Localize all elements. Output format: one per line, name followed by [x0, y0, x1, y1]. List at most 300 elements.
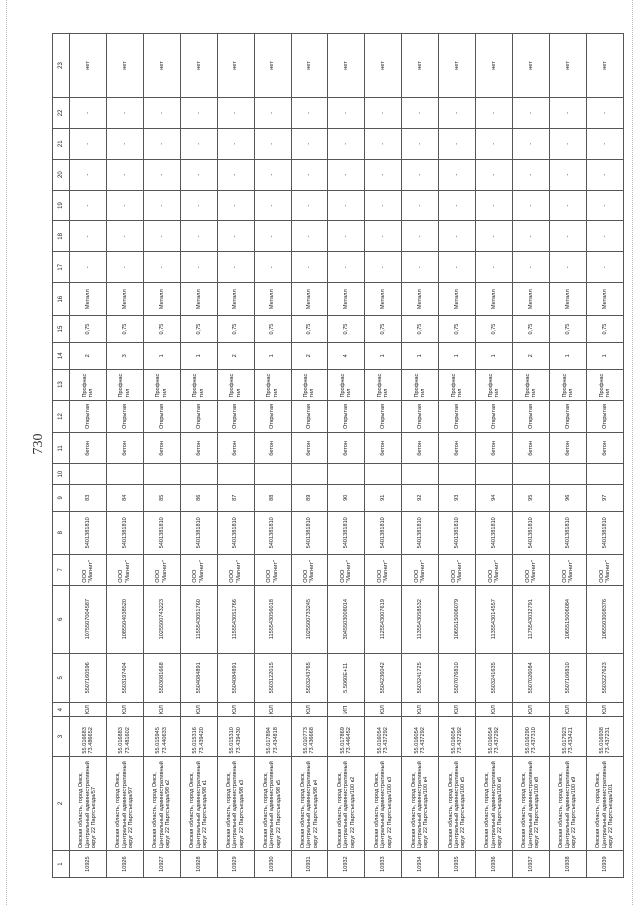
cell-num: 83 — [70, 484, 107, 511]
cell-org: ООО "Магнит" — [180, 554, 217, 585]
cell-inn: 5507160596 — [70, 653, 107, 702]
cell-volume: 0,75 — [513, 316, 550, 343]
cell-count: 1 — [143, 342, 180, 369]
cell-cover: бетон — [254, 433, 291, 464]
cell-num: 93 — [439, 484, 476, 511]
cell-c18: - — [254, 221, 291, 252]
cell-c23: нет — [365, 34, 402, 98]
column-header-10: 10 — [53, 464, 70, 485]
scan-edge-right — [632, 0, 634, 905]
cell-c23: нет — [476, 34, 513, 98]
cell-kind: Открытая — [180, 400, 217, 433]
cell-c17: - — [143, 252, 180, 283]
cell-c22: - — [513, 97, 550, 128]
cell-c21: - — [254, 128, 291, 159]
cell-fence: Профнастил — [254, 369, 291, 400]
table-row — [143, 34, 180, 878]
cell-coords: 55.016683 73.486652 — [70, 717, 107, 756]
cell-type: ЮЛ — [180, 703, 217, 717]
cell-coords: 55.016054 73.437292 — [476, 717, 513, 756]
cell-c23: нет — [106, 34, 143, 98]
cell-fence: Профнастил — [291, 369, 328, 400]
cell-num: 89 — [291, 484, 328, 511]
cell-address: Омская область, город Омск, Центральный административный округ 22 Партсъезда/98 к1 — [180, 756, 217, 851]
cell-type: ЮЛ — [513, 703, 550, 717]
cell-code: 5401381810 — [70, 511, 107, 554]
column-header-15: 15 — [53, 316, 70, 343]
cell-coords: 55.017869 73.446452 — [328, 717, 365, 756]
cell-c22: - — [476, 97, 513, 128]
cell-c10 — [402, 464, 439, 485]
cell-c18: - — [476, 221, 513, 252]
cell-ogrn: 1025500733245 — [291, 585, 328, 653]
cell-c17: - — [291, 252, 328, 283]
cell-volume: 0,75 — [365, 316, 402, 343]
cell-address: Омская область, город Омск, Центральный административный округ 22 Партсъезда/98 к2 — [143, 756, 180, 851]
rotated-table-container — [52, 33, 624, 878]
cell-ogrn: 1065503008376 — [586, 585, 623, 653]
cell-inn: 5504084891 — [217, 653, 254, 702]
table-row — [439, 34, 476, 878]
cell-c19: - — [106, 190, 143, 221]
cell-type: ИП — [328, 703, 365, 717]
cell-id: 10925 — [70, 851, 107, 878]
cell-num: 88 — [254, 484, 291, 511]
cell-c21: - — [217, 128, 254, 159]
cell-id: 10926 — [106, 851, 143, 878]
cell-code: 5401381810 — [143, 511, 180, 554]
column-header-2: 2 — [53, 756, 70, 851]
cell-address: Омская область, город Омск, Центральный административный округ 22 Партсъезда/100 к9 — [549, 756, 586, 851]
cell-address: Омская область, город Омск, Центральный административный округ 22 Партсъезда/98 к5 — [254, 756, 291, 851]
cell-org: ООО "Магнит" — [143, 554, 180, 585]
cell-coords: 55.016290 73.437310 — [513, 717, 550, 756]
cell-ogrn: 1135543014557 — [476, 585, 513, 653]
cell-c19: - — [513, 190, 550, 221]
cell-count: 2 — [291, 342, 328, 369]
cell-org: ООО "Магнит" — [476, 554, 513, 585]
cell-org: ООО "Магнит" — [402, 554, 439, 585]
cell-code: 5401381810 — [513, 511, 550, 554]
table-row — [70, 34, 107, 878]
cell-c18: - — [291, 221, 328, 252]
cell-kind: Открытая — [70, 400, 107, 433]
cell-c17: - — [217, 252, 254, 283]
cell-c21: - — [402, 128, 439, 159]
cell-c20: - — [143, 159, 180, 190]
cell-inn: 5.5060E+11 — [328, 653, 365, 702]
cell-c22: - — [549, 97, 586, 128]
cell-id: 10928 — [180, 851, 217, 878]
cell-volume: 0,75 — [254, 316, 291, 343]
cell-coords: 55.016054 73.437292 — [365, 717, 402, 756]
cell-org: ООО "Магнит" — [70, 554, 107, 585]
cell-count: 1 — [549, 342, 586, 369]
column-header-17: 17 — [53, 252, 70, 283]
cell-kind: Открытая — [365, 400, 402, 433]
cell-volume: 0,75 — [549, 316, 586, 343]
cell-c10 — [549, 464, 586, 485]
cell-c19: - — [549, 190, 586, 221]
column-header-20: 20 — [53, 159, 70, 190]
cell-count: 1 — [365, 342, 402, 369]
cell-fence: Профнастил — [328, 369, 365, 400]
cell-c22: - — [586, 97, 623, 128]
cell-type: ЮЛ — [402, 703, 439, 717]
cell-coords: 55.016883 73.481602 — [106, 717, 143, 756]
cell-c17: - — [70, 252, 107, 283]
cell-address: Омская область, город Омск, Центральный административный округ 22 Партсъезда/100 к3 — [365, 756, 402, 851]
column-header-21: 21 — [53, 128, 70, 159]
cell-id: 10929 — [217, 851, 254, 878]
cell-c17: - — [180, 252, 217, 283]
cell-material: Металл — [476, 283, 513, 316]
cell-coords: 55.016054 73.437292 — [439, 717, 476, 756]
cell-code: 5401381810 — [549, 511, 586, 554]
cell-code: 5401381810 — [291, 511, 328, 554]
cell-type: ЮЛ — [586, 703, 623, 717]
cell-code: 5401381810 — [180, 511, 217, 554]
cell-code: 5401381810 — [476, 511, 513, 554]
header-row — [53, 34, 70, 878]
cell-code: 5401381810 — [106, 511, 143, 554]
cell-c17: - — [106, 252, 143, 283]
cell-material: Металл — [328, 283, 365, 316]
cell-ogrn: 1175543032791 — [513, 585, 550, 653]
cell-fence: Профнастил — [549, 369, 586, 400]
cell-material: Металл — [365, 283, 402, 316]
cell-material: Металл — [586, 283, 623, 316]
cell-count: 1 — [586, 342, 623, 369]
cell-c21: - — [328, 128, 365, 159]
cell-material: Металл — [439, 283, 476, 316]
cell-type: ЮЛ — [143, 703, 180, 717]
cell-c23: нет — [180, 34, 217, 98]
cell-ogrn: 1065515006084 — [549, 585, 586, 653]
cell-c23: нет — [586, 34, 623, 98]
cell-c19: - — [70, 190, 107, 221]
cell-c17: - — [254, 252, 291, 283]
cell-volume: 0,75 — [586, 316, 623, 343]
cell-c19: - — [217, 190, 254, 221]
cell-type: ЮЛ — [254, 703, 291, 717]
cell-inn: 5503227623 — [586, 653, 623, 702]
cell-fence: Профнастил — [365, 369, 402, 400]
cell-c18: - — [70, 221, 107, 252]
cell-fence: Профнастил — [106, 369, 143, 400]
cell-c21: - — [70, 128, 107, 159]
cell-cover: бетон — [439, 433, 476, 464]
cell-type: ЮЛ — [291, 703, 328, 717]
cell-ogrn: 1155543056018 — [254, 585, 291, 653]
cell-count: 3 — [106, 342, 143, 369]
cell-id: 10927 — [143, 851, 180, 878]
cell-cover: бетон — [70, 433, 107, 464]
cell-material: Металл — [180, 283, 217, 316]
column-header-8: 8 — [53, 511, 70, 554]
cell-c19: - — [328, 190, 365, 221]
cell-code: 5401381810 — [217, 511, 254, 554]
cell-volume: 0,75 — [70, 316, 107, 343]
cell-cover: бетон — [549, 433, 586, 464]
cell-inn: 5503243765 — [291, 653, 328, 702]
cell-c23: нет — [291, 34, 328, 98]
column-header-6: 6 — [53, 585, 70, 653]
cell-c18: - — [328, 221, 365, 252]
cell-num: 90 — [328, 484, 365, 511]
cell-ogrn: 3045503008014 — [328, 585, 365, 653]
cell-c21: - — [291, 128, 328, 159]
column-header-16: 16 — [53, 283, 70, 316]
cell-c20: - — [70, 159, 107, 190]
cell-fence: Профнастил — [70, 369, 107, 400]
cell-kind: Открытая — [549, 400, 586, 433]
cell-type: ЮЛ — [549, 703, 586, 717]
cell-num: 95 — [513, 484, 550, 511]
cell-count: 1 — [476, 342, 513, 369]
cell-cover: бетон — [402, 433, 439, 464]
column-header-1: 1 — [53, 851, 70, 878]
cell-org: ООО "Магнит" — [549, 554, 586, 585]
cell-count: 1 — [180, 342, 217, 369]
cell-cover: бетон — [217, 433, 254, 464]
cell-c19: - — [291, 190, 328, 221]
cell-c23: нет — [439, 34, 476, 98]
cell-c19: - — [254, 190, 291, 221]
cell-kind: Открытая — [328, 400, 365, 433]
table-row — [328, 34, 365, 878]
cell-address: Омская область, город Омск, Центральный административный округ 22 Партсъезда/100 к2 — [328, 756, 365, 851]
column-header-7: 7 — [53, 554, 70, 585]
cell-c21: - — [476, 128, 513, 159]
cell-address: Омская область, город Омск, Центральный административный округ 22 Партсъезда/100 к6 — [476, 756, 513, 851]
cell-c10 — [586, 464, 623, 485]
cell-c22: - — [180, 97, 217, 128]
cell-num: 97 — [586, 484, 623, 511]
cell-c20: - — [217, 159, 254, 190]
column-header-19: 19 — [53, 190, 70, 221]
cell-code: 5401381810 — [402, 511, 439, 554]
cell-c19: - — [402, 190, 439, 221]
cell-coords: 55.016938 73.437231 — [586, 717, 623, 756]
cell-cover: бетон — [365, 433, 402, 464]
cell-fence: Профнастил — [180, 369, 217, 400]
cell-coords: 55.017894 73.434818 — [254, 717, 291, 756]
cell-type: ЮЛ — [217, 703, 254, 717]
cell-address: Омская область, город Омск, Центральный административный округ 22 Партсъезда/100 к4 — [402, 756, 439, 851]
cell-cover: бетон — [180, 433, 217, 464]
cell-id: 10935 — [439, 851, 476, 878]
cell-c18: - — [180, 221, 217, 252]
column-header-22: 22 — [53, 97, 70, 128]
cell-org: ООО "Магнит" — [106, 554, 143, 585]
cell-type: ЮЛ — [70, 703, 107, 717]
cell-cover: бетон — [106, 433, 143, 464]
cell-ogrn: 1085504038520 — [106, 585, 143, 653]
cell-c17: - — [476, 252, 513, 283]
cell-kind: Открытая — [402, 400, 439, 433]
cell-c22: - — [365, 97, 402, 128]
cell-c23: нет — [143, 34, 180, 98]
cell-c23: нет — [328, 34, 365, 98]
column-header-14: 14 — [53, 342, 70, 369]
cell-count: 4 — [328, 342, 365, 369]
cell-coords: 55.015310 73.439430 — [217, 717, 254, 756]
column-header-23: 23 — [53, 34, 70, 98]
table-row — [217, 34, 254, 878]
cell-c18: - — [549, 221, 586, 252]
cell-kind: Открытая — [291, 400, 328, 433]
cell-c17: - — [549, 252, 586, 283]
cell-id: 10934 — [402, 851, 439, 878]
cell-code: 5401381810 — [586, 511, 623, 554]
column-header-3: 3 — [53, 717, 70, 756]
cell-c20: - — [476, 159, 513, 190]
cell-c10 — [217, 464, 254, 485]
cell-org: ООО "Магнит" — [217, 554, 254, 585]
cell-id: 10931 — [291, 851, 328, 878]
cell-fence: Профнастил — [143, 369, 180, 400]
cell-material: Металл — [513, 283, 550, 316]
cell-type: ЮЛ — [439, 703, 476, 717]
cell-org: ООО "Магнит" — [439, 554, 476, 585]
cell-ogrn: 1155543051766 — [217, 585, 254, 653]
cell-c22: - — [254, 97, 291, 128]
cell-kind: Открытая — [513, 400, 550, 433]
table-body — [70, 34, 624, 878]
cell-inn: 5507106810 — [549, 653, 586, 702]
cell-c18: - — [402, 221, 439, 252]
cell-c18: - — [217, 221, 254, 252]
cell-coords: 55.017923 73.433421 — [549, 717, 586, 756]
table-row — [254, 34, 291, 878]
cell-c21: - — [180, 128, 217, 159]
cell-type: ЮЛ — [365, 703, 402, 717]
cell-coords: 55.015316 73.439420 — [180, 717, 217, 756]
registry-table — [52, 33, 624, 878]
cell-num: 84 — [106, 484, 143, 511]
cell-cover: бетон — [513, 433, 550, 464]
cell-org: ООО "Магнит" — [513, 554, 550, 585]
cell-fence: Профнастил — [586, 369, 623, 400]
table-row — [476, 34, 513, 878]
cell-fence: Профнастил — [513, 369, 550, 400]
cell-c23: нет — [513, 34, 550, 98]
cell-c18: - — [365, 221, 402, 252]
cell-inn: 5504084891 — [180, 653, 217, 702]
cell-c18: - — [513, 221, 550, 252]
cell-c21: - — [439, 128, 476, 159]
column-header-11: 11 — [53, 433, 70, 464]
cell-code: 5401381810 — [328, 511, 365, 554]
cell-c17: - — [439, 252, 476, 283]
cell-c22: - — [143, 97, 180, 128]
cell-address: Омская область, город Омск, Центральный административный округ 22 Партсъезда/101 — [586, 756, 623, 851]
cell-cover: бетон — [143, 433, 180, 464]
cell-volume: 0,75 — [291, 316, 328, 343]
cell-code: 5401381810 — [365, 511, 402, 554]
cell-c18: - — [143, 221, 180, 252]
cell-org: ООО "Магнит" — [365, 554, 402, 585]
cell-kind: Открытая — [586, 400, 623, 433]
cell-kind: Открытая — [217, 400, 254, 433]
cell-material: Металл — [106, 283, 143, 316]
cell-c22: - — [439, 97, 476, 128]
cell-num: 85 — [143, 484, 180, 511]
cell-c10 — [328, 464, 365, 485]
cell-c19: - — [586, 190, 623, 221]
cell-c10 — [439, 464, 476, 485]
cell-address: Омская область, город Омск, Центральный административный округ 22 Партсъезда/98 к4 — [291, 756, 328, 851]
column-header-13: 13 — [53, 369, 70, 400]
cell-c21: - — [143, 128, 180, 159]
cell-ogrn: 1135543058532 — [402, 585, 439, 653]
cell-org: ООО "Магнит" — [328, 554, 365, 585]
cell-c20: - — [106, 159, 143, 190]
table-row — [586, 34, 623, 878]
cell-id: 10936 — [476, 851, 513, 878]
cell-volume: 0,75 — [402, 316, 439, 343]
cell-fence: Профнастил — [476, 369, 513, 400]
cell-num: 94 — [476, 484, 513, 511]
page-number: 730 — [31, 433, 46, 455]
cell-c20: - — [549, 159, 586, 190]
cell-c23: нет — [70, 34, 107, 98]
cell-c23: нет — [254, 34, 291, 98]
cell-c23: нет — [549, 34, 586, 98]
cell-code: 5401381810 — [439, 511, 476, 554]
cell-c22: - — [70, 97, 107, 128]
cell-num: 91 — [365, 484, 402, 511]
cell-c23: нет — [217, 34, 254, 98]
cell-material: Металл — [254, 283, 291, 316]
cell-cover: бетон — [328, 433, 365, 464]
table-row — [549, 34, 586, 878]
cell-ogrn: 1125543007619 — [365, 585, 402, 653]
cell-material: Металл — [217, 283, 254, 316]
cell-volume: 0,75 — [106, 316, 143, 343]
column-header-9: 9 — [53, 484, 70, 511]
cell-inn: 5503197404 — [106, 653, 143, 702]
cell-fence: Профнастил — [217, 369, 254, 400]
cell-fence: Профнастил — [402, 369, 439, 400]
cell-org: ООО "Магнит" — [291, 554, 328, 585]
cell-c20: - — [586, 159, 623, 190]
cell-material: Металл — [70, 283, 107, 316]
cell-num: 92 — [402, 484, 439, 511]
cell-c21: - — [549, 128, 586, 159]
cell-c21: - — [106, 128, 143, 159]
cell-inn: 5507026084 — [513, 653, 550, 702]
cell-c20: - — [402, 159, 439, 190]
cell-cover: бетон — [586, 433, 623, 464]
cell-inn: 5503122015 — [254, 653, 291, 702]
cell-coords: 55.016054 73.437292 — [402, 717, 439, 756]
cell-inn: 5504236042 — [365, 653, 402, 702]
cell-volume: 0,75 — [217, 316, 254, 343]
cell-c18: - — [586, 221, 623, 252]
table-row — [513, 34, 550, 878]
cell-c10 — [513, 464, 550, 485]
cell-id: 10937 — [513, 851, 550, 878]
cell-c21: - — [365, 128, 402, 159]
cell-kind: Открытая — [106, 400, 143, 433]
cell-material: Металл — [402, 283, 439, 316]
column-header-18: 18 — [53, 221, 70, 252]
cell-c20: - — [328, 159, 365, 190]
cell-c20: - — [180, 159, 217, 190]
cell-c19: - — [143, 190, 180, 221]
